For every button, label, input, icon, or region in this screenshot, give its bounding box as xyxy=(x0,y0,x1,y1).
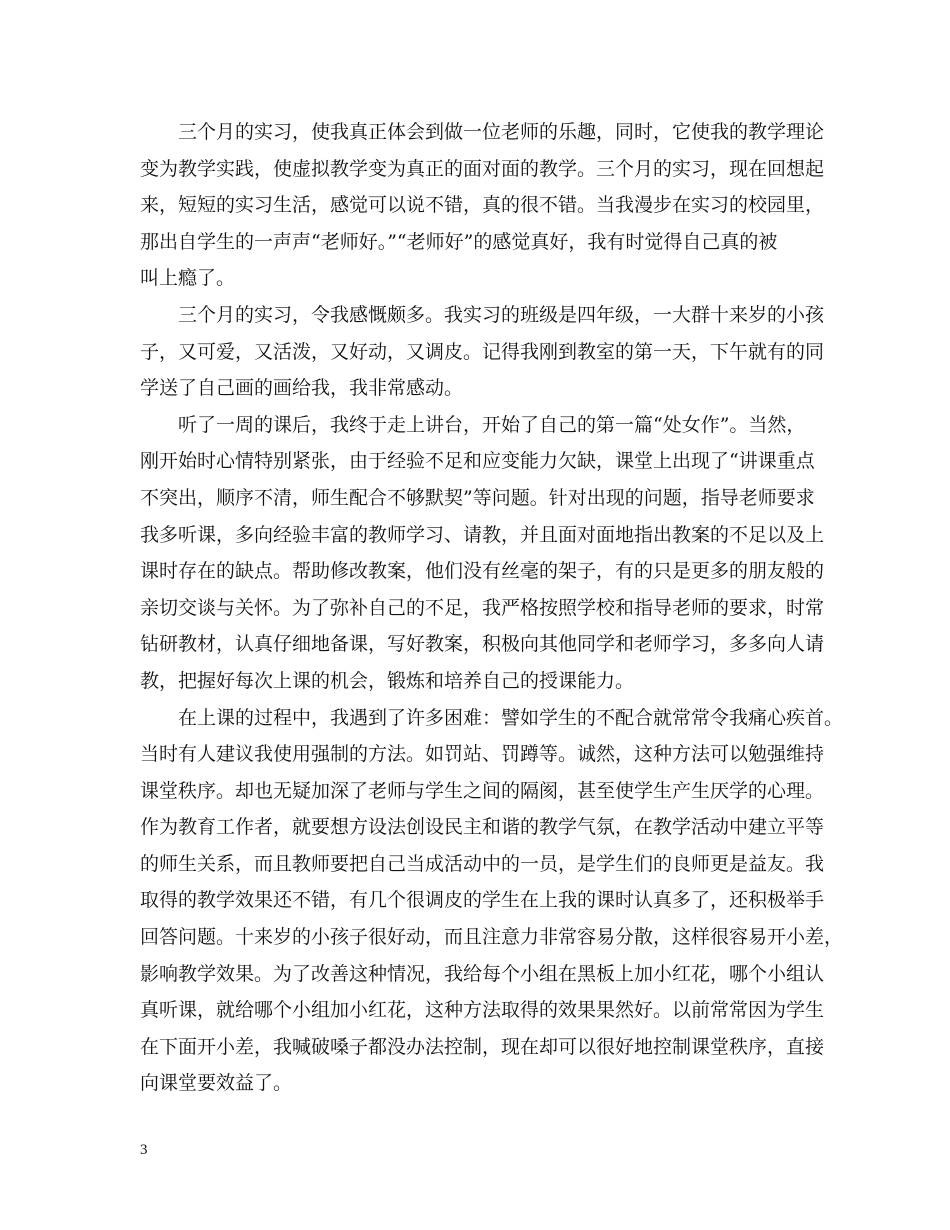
text-line: 当时有人建议我使用强制的方法。如罚站、罚蹲等。诚然，这种方法可以勉强维持 xyxy=(140,743,825,766)
text-line: 的师生关系，而且教师要把自己当成活动中的一员，是学生们的良师更是益友。我 xyxy=(140,852,825,875)
text-line: 影响教学效果。为了改善这种情况，我给每个小组在黑板上加小红花，哪个小组认 xyxy=(140,962,825,985)
text-line: 来，短短的实习生活，感觉可以说不错，真的很不错。当我漫步在实习的校园里， xyxy=(140,194,825,217)
text-line: 我多听课，多向经验丰富的教师学习、请教，并且面对面地指出教案的不足以及上 xyxy=(140,523,825,546)
text-line: 子，又可爱，又活泼，又好动，又调皮。记得我刚到教室的第一天，下午就有的同 xyxy=(140,340,825,363)
text-line: 听了一周的课后，我终于走上讲台，开始了自己的第一篇“处女作”。当然， xyxy=(140,413,806,436)
text-line: 刚开始时心情特别紧张，由于经验不足和应变能力欠缺，课堂上出现了“讲课重点 xyxy=(140,450,815,473)
text-line: 变为教学实践，使虚拟教学变为真正的面对面的教学。三个月的实习，现在回想起 xyxy=(140,157,825,180)
text-line: 课堂秩序。却也无疑加深了老师与学生之间的隔阂，甚至使学生产生厌学的心理。 xyxy=(140,779,825,802)
text-line: 那出自学生的一声声“老师好。”“老师好”的感觉真好，我有时觉得自己真的被 xyxy=(140,230,778,253)
text-line: 叫上瘾了。 xyxy=(140,267,236,290)
text-line: 向课堂要效益了。 xyxy=(140,1072,293,1095)
text-line: 真听课，就给哪个小组加小红花，这种方法取得的效果果然好。以前常常因为学生 xyxy=(140,999,825,1022)
text-line: 三个月的实习，令我感慨颇多。我实习的班级是四年级，一大群十来岁的小孩 xyxy=(140,303,825,326)
text-line: 在下面开小差，我喊破嗓子都没办法控制，现在却可以很好地控制课堂秩序，直接 xyxy=(140,1035,825,1058)
text-line: 学送了自己画的画给我，我非常感动。 xyxy=(140,377,464,400)
body-text xyxy=(140,114,844,1102)
text-line: 教，把握好每次上课的机会，锻炼和培养自己的授课能力。 xyxy=(140,669,635,692)
text-line: 作为教育工作者，就要想方设法创设民主和谐的教学气氛，在教学活动中建立平等 xyxy=(140,816,825,839)
text-line: 回答问题。十来岁的小孩子很好动，而且注意力非常容易分散，这样很容易开小差， xyxy=(140,926,844,949)
page-number: 3 xyxy=(140,1142,148,1158)
text-line: 亲切交谈与关怀。为了弥补自己的不足，我严格按照学校和指导老师的要求，时常 xyxy=(140,596,825,619)
text-line: 课时存在的缺点。帮助修改教案，他们没有丝毫的架子，有的只是更多的朋友般的 xyxy=(140,560,825,583)
text-line: 三个月的实习，使我真正体会到做一位老师的乐趣，同时，它使我的教学理论 xyxy=(140,121,825,143)
text-line: 钻研教材，认真仔细地备课，写好教案，积极向其他同学和老师学习，多多向人请 xyxy=(140,633,825,656)
text-line: 取得的教学效果还不错，有几个很调皮的学生在上我的课时认真多了，还积极举手 xyxy=(140,889,825,912)
text-line: 在上课的过程中，我遇到了许多困难：譬如学生的不配合就常常令我痛心疾首。 xyxy=(140,706,844,729)
text-line: 不突出，顺序不清，师生配合不够默契”等问题。针对出现的问题，指导老师要求 xyxy=(140,486,815,509)
